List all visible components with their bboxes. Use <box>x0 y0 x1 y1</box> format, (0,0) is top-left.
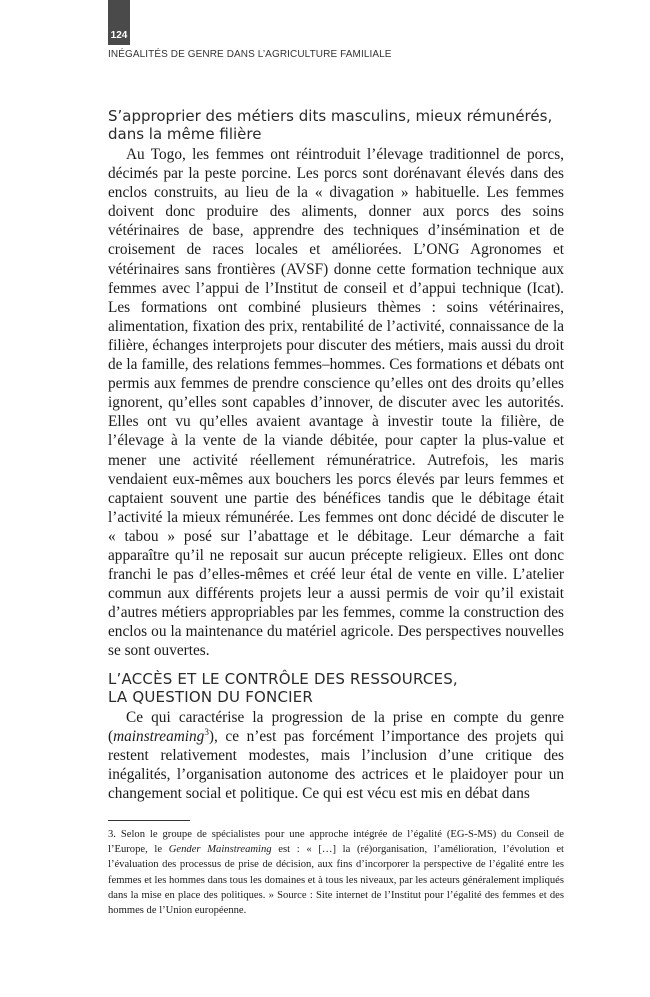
page-number: 124 <box>108 26 130 45</box>
section-heading-1-line2: dans la même filière <box>108 125 262 143</box>
footnote-reference[interactable]: 3 <box>204 726 209 737</box>
page-body <box>108 107 564 803</box>
paragraph-end: ), ce n’est pas forcément l’importance des projets qui restent relativement modestes, mais l’inclusion d’une critique des inégalités, l’organisation autonome des actrices et le plaidoyer pour un changement social et politique. Ce qui est vécu est mis en débat dans <box>108 727 564 802</box>
footnote-text-end: est : « […] la (ré)organisation, l’amélioration, l’évolution et l’évaluation des processus de prise de décision, aux fins d’incorporer la perspective de l’égalité entre les femmes et les hommes dans tous les domaines et à tous les niveaux, par les acteurs généralement impliqués dans la mise en place des politiques. » Source : Site internet de l’Institut pour l’égalité des femmes et des hommes de l’Union européenne. <box>108 844 565 917</box>
section-heading-1 <box>108 107 564 143</box>
body-paragraph-togo: Au Togo, les femmes ont réintroduit l’élevage traditionnel de porcs, décimés par la peste porcine. Les porcs sont dorénavant élevés dans des enclos construits, au lieu de la « divagation » habituelle. Les femmes doivent donc produire des aliments, donner aux porcs des soins vétérinaires de base, apprendre des techniques d’insémination et de croisement de races locales et améliorées. L’ONG Agronomes et vétérinaires sans frontières (AVSF) donne cette formation technique aux femmes avec l’appui de l’Institut de conseil et d’appui technique (Icat). Les formations ont combiné plusieurs thèmes : soins vétérinaires, alimentation, fixation des prix, rentabilité de l’activité, connaissance de la filière, échanges interprojets pour discuter des métiers, mais aussi du droit de la famille, des relations femmes–hommes. Ces formations et débats ont permis aux femmes de prendre conscience qu’elles ont des droits qu’elles ignorent, qu’elles sont capables d’innover, de discuter avec les autorités. Elles ont vu qu’elles avaient avantage à investir toute la filière, de l’élevage à la vente de la viande débitée, pour capter la plus-value et mener une activité réellement rémunératrice. Autrefois, les maris vendaient eux-mêmes aux bouchers les porcs élevés par leurs femmes et captaient souvent une partie des bénéfices tandis que le débitage était l’activité la mieux rémunérée. Les femmes ont donc décidé de discuter le « tabou » posé sur l’abattage et le débitage. Leur démarche a fait apparaître qu’il ne reposait sur aucun précepte religieux. Elles ont donc franchi le pas d’elles-mêmes et créé leur étal de vente en ville. L’atelier commun aux différents projets leur a aussi permis de voir qu’il existait d’autres métiers appropriables par les femmes, comme la construction des enclos ou la maintenance du matériel agricole. Des perspectives nouvelles se sont ouvertes. <box>108 146 564 660</box>
section-heading-1-line1: S’approprier des métiers dits masculins, mieux rémunérés, <box>108 107 553 125</box>
footnote-text-start: 3. Selon le groupe de spécialistes pour une approche intégrée de l’égalité (EG-S-MS) du Conseil de l’Europe, le <box>108 829 564 856</box>
section-heading-2-line1: L’ACCÈS ET LE CONTRÔLE DES RESSOURCES, <box>108 669 458 688</box>
page-tab-stripe <box>108 0 130 26</box>
footnote-3 <box>108 827 564 918</box>
body-paragraph-mainstreaming <box>108 708 564 803</box>
section-heading-2-line2: LA QUESTION DU FONCIER <box>108 687 314 706</box>
running-header: INÉGALITÉS DE GENRE DANS L’AGRICULTURE FAMILIALE <box>108 49 392 60</box>
section-heading-2 <box>108 670 564 706</box>
footnote-italic-term: Gender Mainstreaming <box>168 844 272 856</box>
italic-term-mainstreaming: mainstreaming <box>113 727 205 745</box>
footnote-divider <box>108 820 190 821</box>
paragraph-start: Ce qui caractérise la progression de la prise en compte du genre ( <box>108 708 564 745</box>
